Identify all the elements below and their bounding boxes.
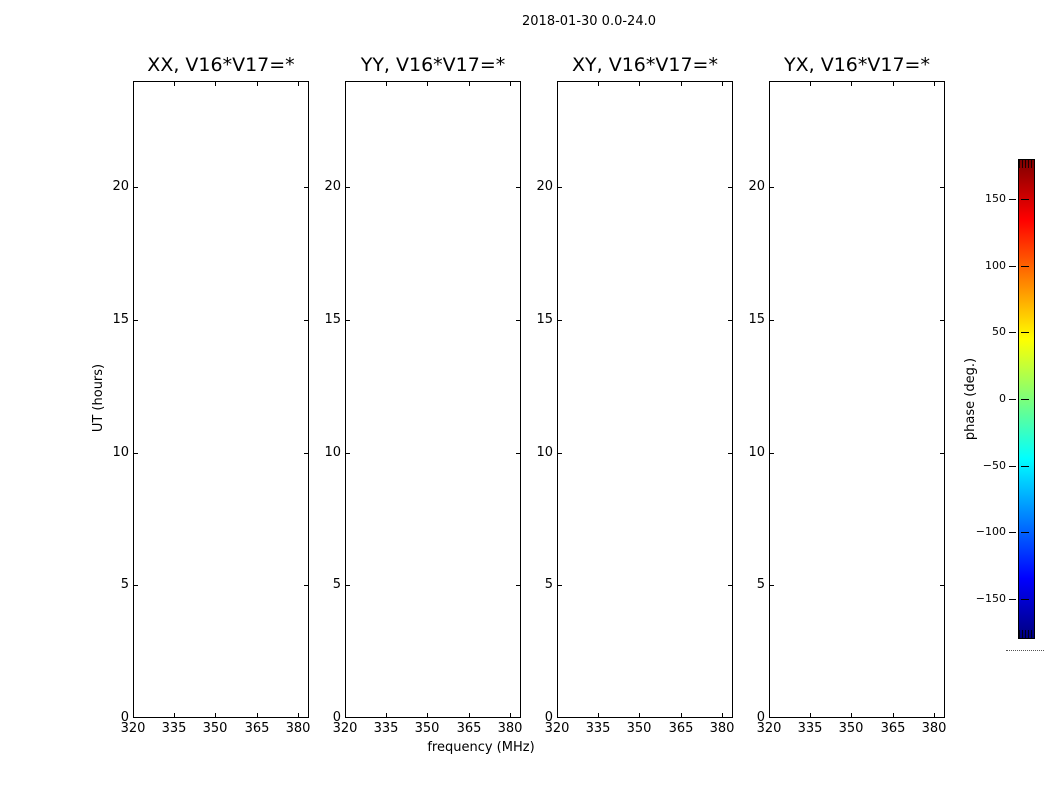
y-tick-label: 15 bbox=[324, 312, 341, 327]
panel-title-yy: YY, V16*V17=* bbox=[360, 54, 506, 76]
colorbar-tick-mark bbox=[1009, 332, 1016, 333]
x-tick-label: 365 bbox=[244, 721, 270, 736]
y-tick-label: 0 bbox=[120, 710, 129, 725]
y-tick-mark bbox=[558, 453, 562, 454]
x-tick-label: 335 bbox=[585, 721, 611, 736]
x-tick-mark bbox=[427, 713, 428, 717]
colorbar-tick-mark bbox=[1009, 199, 1016, 200]
x-tick-label: 320 bbox=[332, 721, 358, 736]
x-tick-mark bbox=[427, 82, 428, 86]
y-tick-label: 5 bbox=[544, 577, 553, 592]
y-tick-mark bbox=[346, 453, 350, 454]
y-tick-mark bbox=[770, 453, 774, 454]
x-tick-label: 380 bbox=[921, 721, 947, 736]
colorbar-tick-label: 0 bbox=[999, 392, 1006, 405]
x-tick-mark bbox=[598, 82, 599, 86]
y-tick-label: 20 bbox=[748, 179, 765, 194]
y-tick-mark bbox=[770, 320, 774, 321]
x-tick-label: 320 bbox=[544, 721, 570, 736]
y-tick-label: 5 bbox=[120, 577, 129, 592]
colorbar-tick-mark bbox=[1009, 599, 1016, 600]
x-axis-label: frequency (MHz) bbox=[427, 740, 535, 755]
y-tick-label: 10 bbox=[536, 445, 553, 460]
figure-title: 2018-01-30 0.0-24.0 bbox=[522, 14, 656, 29]
y-tick-mark bbox=[346, 320, 350, 321]
x-tick-mark bbox=[934, 82, 935, 86]
y-tick-label: 0 bbox=[332, 710, 341, 725]
colorbar-bottom-hatch bbox=[1019, 630, 1034, 638]
y-tick-label: 5 bbox=[332, 577, 341, 592]
y-tick-mark bbox=[558, 585, 562, 586]
y-tick-mark bbox=[940, 187, 944, 188]
panel-title-xy: XY, V16*V17=* bbox=[572, 54, 718, 76]
x-tick-mark bbox=[469, 82, 470, 86]
y-tick-mark bbox=[558, 320, 562, 321]
y-tick-label: 15 bbox=[112, 312, 129, 327]
x-tick-mark bbox=[851, 713, 852, 717]
colorbar-tick-mark bbox=[1021, 466, 1029, 467]
y-tick-mark bbox=[770, 585, 774, 586]
y-tick-label: 15 bbox=[536, 312, 553, 327]
y-tick-mark bbox=[940, 585, 944, 586]
colorbar-tick-mark bbox=[1009, 399, 1016, 400]
colorbar-tick-label: 150 bbox=[985, 192, 1006, 205]
x-tick-label: 365 bbox=[668, 721, 694, 736]
x-tick-label: 365 bbox=[456, 721, 482, 736]
x-tick-mark bbox=[257, 713, 258, 717]
plot-area-yx bbox=[769, 81, 945, 718]
x-tick-mark bbox=[639, 82, 640, 86]
x-tick-label: 335 bbox=[373, 721, 399, 736]
y-tick-mark bbox=[558, 187, 562, 188]
x-tick-mark bbox=[469, 713, 470, 717]
x-tick-mark bbox=[215, 713, 216, 717]
colorbar-tick-mark bbox=[1021, 532, 1029, 533]
x-tick-label: 335 bbox=[797, 721, 823, 736]
x-tick-label: 380 bbox=[497, 721, 523, 736]
y-tick-label: 20 bbox=[324, 179, 341, 194]
colorbar-tick-label: −150 bbox=[975, 592, 1006, 605]
y-tick-mark bbox=[134, 453, 138, 454]
panel-title-yx: YX, V16*V17=* bbox=[784, 54, 930, 76]
colorbar-dotted-line bbox=[1006, 650, 1044, 651]
x-tick-mark bbox=[174, 713, 175, 717]
panel-title-xx: XX, V16*V17=* bbox=[147, 54, 295, 76]
plot-area-xy bbox=[557, 81, 733, 718]
x-tick-label: 335 bbox=[161, 721, 187, 736]
x-tick-mark bbox=[257, 82, 258, 86]
x-tick-label: 320 bbox=[120, 721, 146, 736]
x-tick-mark bbox=[386, 713, 387, 717]
x-tick-mark bbox=[298, 82, 299, 86]
x-tick-mark bbox=[215, 82, 216, 86]
y-tick-mark bbox=[940, 320, 944, 321]
y-tick-label: 15 bbox=[748, 312, 765, 327]
x-tick-mark bbox=[681, 82, 682, 86]
colorbar-tick-mark bbox=[1009, 532, 1016, 533]
plot-area-xx bbox=[133, 81, 309, 718]
colorbar-tick-mark bbox=[1021, 199, 1029, 200]
x-tick-mark bbox=[386, 82, 387, 86]
y-tick-label: 10 bbox=[748, 445, 765, 460]
x-tick-mark bbox=[893, 713, 894, 717]
colorbar-tick-mark bbox=[1021, 599, 1029, 600]
y-tick-mark bbox=[346, 187, 350, 188]
y-tick-label: 20 bbox=[112, 179, 129, 194]
y-tick-label: 0 bbox=[756, 710, 765, 725]
x-tick-label: 380 bbox=[285, 721, 311, 736]
y-axis-label: UT (hours) bbox=[91, 363, 106, 433]
colorbar-top-hatch bbox=[1019, 160, 1034, 168]
y-tick-label: 5 bbox=[756, 577, 765, 592]
y-tick-mark bbox=[134, 320, 138, 321]
x-tick-label: 350 bbox=[414, 721, 440, 736]
x-tick-mark bbox=[851, 82, 852, 86]
x-tick-label: 320 bbox=[756, 721, 782, 736]
colorbar-tick-mark bbox=[1021, 266, 1029, 267]
colorbar-tick-mark bbox=[1021, 399, 1029, 400]
x-tick-mark bbox=[934, 713, 935, 717]
colorbar-tick-mark bbox=[1021, 332, 1029, 333]
y-tick-mark bbox=[940, 453, 944, 454]
y-tick-mark bbox=[770, 187, 774, 188]
y-tick-label: 0 bbox=[544, 710, 553, 725]
colorbar-tick-mark bbox=[1009, 266, 1016, 267]
colorbar-tick-label: 50 bbox=[992, 325, 1006, 338]
plot-area-yy bbox=[345, 81, 521, 718]
x-tick-mark bbox=[681, 713, 682, 717]
colorbar-tick-label: −50 bbox=[982, 459, 1006, 472]
x-tick-mark bbox=[893, 82, 894, 86]
x-tick-mark bbox=[510, 82, 511, 86]
colorbar-tick-mark bbox=[1009, 466, 1016, 467]
y-tick-label: 10 bbox=[112, 445, 129, 460]
y-tick-mark bbox=[134, 585, 138, 586]
colorbar-tick-label: −100 bbox=[975, 525, 1006, 538]
colorbar-tick-label: 100 bbox=[985, 259, 1006, 272]
x-tick-mark bbox=[810, 713, 811, 717]
colorbar-axis-label: phase (deg.) bbox=[963, 357, 978, 441]
x-tick-mark bbox=[639, 713, 640, 717]
x-tick-label: 365 bbox=[880, 721, 906, 736]
y-tick-label: 10 bbox=[324, 445, 341, 460]
x-tick-label: 350 bbox=[626, 721, 652, 736]
x-tick-mark bbox=[722, 82, 723, 86]
x-tick-mark bbox=[174, 82, 175, 86]
x-tick-mark bbox=[598, 713, 599, 717]
y-tick-mark bbox=[346, 585, 350, 586]
y-tick-mark bbox=[134, 187, 138, 188]
x-tick-label: 350 bbox=[202, 721, 228, 736]
x-tick-mark bbox=[810, 82, 811, 86]
x-tick-label: 350 bbox=[838, 721, 864, 736]
y-tick-label: 20 bbox=[536, 179, 553, 194]
x-tick-label: 380 bbox=[709, 721, 735, 736]
